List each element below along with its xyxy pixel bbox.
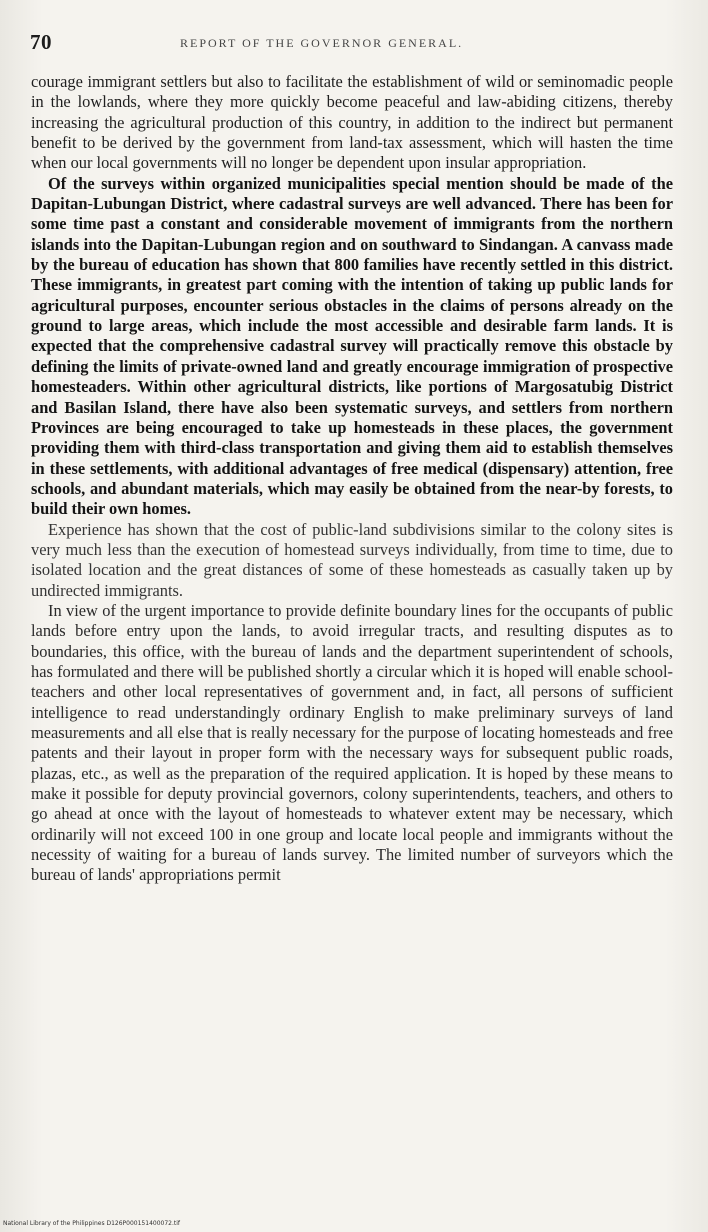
paragraph-boundary-lines: In view of the urgent importance to provide definite boundary lines for the occupants of public lands before entry upon the lands, to avoid irregular tracts, and resulting disputes as to boundaries, this office, with the bureau of lands and the department superintendent of schools, has formulated and there will be published shortly a circular which it is hoped will enable school-teachers and other local representatives of government and, in fact, all persons of sufficient intelligence to read understandingly ordinary English to make preliminary surveys of land measurements and all else that is really necessary for the purpose of locating homesteads and free patents and their layout in proper form with the necessary ways for subsequent public roads, plazas, etc., as well as the preparation of the required application. It is hoped by these means to make it possible for deputy provincial governors, colony superintendents, teachers, and others to go ahead at once with the layout of homesteads to whatever extent may be necessary, which ordinarily will not exceed 100 in one group and locate local people and immigrants without the necessity of waiting for a bureau of lands survey. The limited number of surveyors which the bureau of lands' appropriations permit bbox=[31, 600, 673, 885]
paragraph-dapitan-surveys: Of the surveys within organized municipalities special mention should be made of the Dapitan-Lubungan District, where cadastral surveys are well advanced. There has been for some time past a constant and considerable movement of immigrants from the northern islands into the Dapitan-Lubungan region and on southward to Sindangan. A canvass made by the bureau of education has shown that 800 families have recently settled in this district. These immigrants, in greatest part coming with the intention of taking up public lands for agricultural purposes, encounter serious obstacles in the claims of persons already on the ground to large areas, which include the most accessible and desirable farm lands. It is expected that the comprehensive cadastral survey will practically remove this obstacle by defining the limits of private-owned land and greatly encourage immigration of prospective homesteaders. Within other agricultural districts, like portions of Margosatubig District and Basilan Island, there have also been systematic surveys, and settlers from northern Provinces are being encouraged to take up homesteads in these places, the government providing them with third-class transportation and giving them aid to establish themselves in these settlements, with additional advantages of free medical (dispensary) attention, free schools, and abundant materials, which may easily be obtained from the near-by forests, to build their own homes. bbox=[31, 173, 673, 519]
scan-footer: National Library of the Philippines D126P000151400072.tif bbox=[3, 1220, 181, 1227]
page-header bbox=[30, 30, 670, 58]
paragraph-experience: Experience has shown that the cost of public-land subdivisions similar to the colony sites is very much less than the execution of homestead surveys individually, from time to time, due to isolated location and the great distances of some of these homesteads as casually taken up by undirected immigrants. bbox=[31, 519, 673, 600]
body-text bbox=[31, 72, 673, 886]
page-number: 70 bbox=[30, 30, 52, 54]
running-head: REPORT OF THE GOVERNOR GENERAL. bbox=[180, 36, 464, 50]
paragraph-continuation: courage immigrant settlers but also to facilitate the establishment of wild or seminomadic people in the lowlands, where they more quickly become peaceful and law-abiding citizens, thereby increasing the agricultural production of this country, in addition to the indirect but permanent benefit to be derived by the government from land-tax assessment, which will hasten the time when our local governments will no longer be dependent upon insular appropriation. bbox=[31, 72, 673, 173]
